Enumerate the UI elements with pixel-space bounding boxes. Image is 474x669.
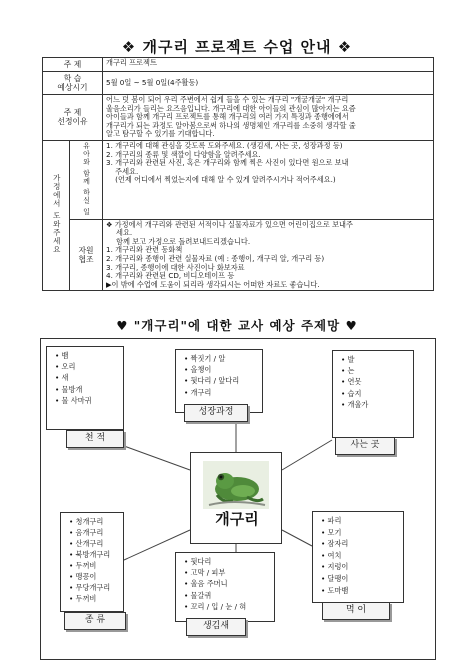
node-item: • 오리 — [55, 362, 76, 372]
node-item: • 파리 — [321, 516, 342, 525]
material-line: ❖ 가정에서 개구리와 관련된 서적이나 실물자료가 있으면 어린이집으로 보내주 — [106, 219, 353, 229]
node-item: • 논 — [341, 366, 355, 376]
node-item: • 뒷다리 / 앞다리 — [184, 376, 240, 386]
node-enemy-label: 천 적 — [66, 430, 124, 448]
page-title: ❖ 개구리 프로젝트 수업 안내 ❖ — [121, 38, 353, 56]
reason-line: 울음소리가 들리는 요즈음입니다. 개구리에 대한 아이들의 관심이 많아지는 요즘 — [106, 103, 356, 113]
topic-web-title: ♥ "개구리"에 대한 교사 예상 주제망 ♥ — [116, 318, 358, 333]
node-item: • 물 사마귀 — [55, 395, 92, 405]
period-label-line-1: 학 습 — [63, 74, 82, 83]
period-value: 5월 0일 ~ 5월 0일(4주활동) — [103, 72, 434, 95]
node-item: • 고막 / 피부 — [184, 568, 226, 578]
node-item: • 달팽이 — [321, 573, 349, 583]
node-item: • 무당개구리 — [69, 583, 111, 592]
frog-image — [203, 461, 269, 509]
node-food-label: 먹 이 — [322, 602, 390, 620]
node-item: • 발 — [341, 355, 355, 364]
material-line: 4. 개구리와 관련된 CD, 비디오테이프 등 — [106, 271, 235, 281]
node-item: • 여치 — [321, 550, 342, 560]
node-item: • 올챙이 — [184, 365, 212, 375]
home-label-text: 가정에서 도와주세요 — [52, 174, 62, 255]
node-item: • 지렁이 — [321, 562, 349, 572]
node-item: • 옴개구리 — [69, 528, 104, 537]
reason-line: 어느 덧 봄이 되어 우리 주변에서 쉽게 들을 수 있는 개구리 "개굴개굴" 개구리 — [106, 95, 349, 104]
node-item: • 개울가 — [341, 399, 369, 409]
theme-label: 주 제 — [43, 58, 103, 72]
node-kinds-box — [60, 512, 124, 612]
material-line: 3. 개구리, 종행이에 대한 사진이나 화보자료 — [106, 262, 245, 272]
node-item: • 두꺼비 — [69, 561, 97, 570]
center-node — [190, 452, 282, 544]
node-home-box — [332, 350, 414, 438]
node-item: • 물갈퀴 — [184, 590, 212, 600]
node-item: • 산개구리 — [69, 539, 104, 548]
node-kinds-label: 종 류 — [64, 612, 126, 630]
node-item: • 북방개구리 — [69, 550, 111, 559]
connector-food — [282, 530, 312, 546]
node-item: • 잠자리 — [321, 539, 349, 549]
node-item: • 습지 — [341, 388, 362, 398]
node-item: • 모기 — [321, 527, 342, 537]
parent-label-text: 유아와 함께 하실 일 — [82, 141, 91, 216]
node-item: • 새 — [55, 373, 69, 383]
material-label-line-1: 자원 — [78, 246, 94, 256]
parent-line: 2. 개구리의 종류 및 색깔이 다양함을 알려주세요. — [106, 149, 261, 159]
reason-label-line-2: 선정이유 — [57, 117, 88, 127]
period-label-line-2: 예상시기 — [57, 83, 88, 92]
node-item: • 맹꽁이 — [69, 572, 97, 581]
node-looks-label: 생김새 — [186, 618, 246, 636]
node-item: • 연못 — [341, 377, 362, 387]
node-looks-box — [175, 552, 275, 622]
reason-line: 알고 탐구할 수 있기를 기대합니다. — [106, 129, 215, 139]
node-item: • 뱀 — [55, 351, 69, 360]
node-item: • 짝짓기 / 알 — [184, 354, 226, 363]
connector-home — [282, 440, 332, 470]
material-line: 1. 개구리와 관련 동화책 — [106, 245, 183, 255]
node-item: • 뒷다리 — [184, 557, 212, 566]
material-line: 함께 보고 가정으로 돌려보내드리겠습니다. — [116, 236, 251, 246]
node-item: • 도마뱀 — [321, 585, 349, 595]
node-food-box — [312, 511, 404, 603]
node-growth-label: 성장과정 — [184, 404, 248, 422]
parent-line: 3. 개구리와 관련된 사진, 혹은 개구리와 함께 찍은 사진이 있다면 원으로 보내 — [106, 158, 349, 168]
center-label: 개구리 — [215, 510, 259, 528]
node-enemy-box — [46, 346, 124, 430]
parent-line: 주세요. — [106, 166, 139, 176]
reason-label-line-1: 주 제 — [63, 108, 82, 118]
node-home-label: 사는 곳 — [335, 437, 395, 455]
theme-value: 개구리 프로젝트 — [103, 58, 434, 72]
node-item: • 개구리 — [184, 387, 212, 397]
node-item: • 울음 주머니 — [184, 579, 228, 589]
node-item: • 두꺼비 — [69, 594, 97, 603]
reason-line: 아이들과 함께 개구리 프로젝트를 통해 개구리의 여러 가지 특징과 종행에에서 — [106, 112, 349, 122]
material-line: 2. 개구리와 종행이 관련 실물자료 (예 : 종행이, 개구리 알, 개구리 등) — [106, 254, 325, 264]
node-item: • 청개구리 — [69, 517, 104, 526]
reason-line: 개구리가 되는 과정도 알아봄으로써 하나의 생명체인 개구리를 소중히 생각할 줄 — [106, 120, 356, 130]
material-label-line-2: 협조 — [78, 255, 94, 265]
node-item: • 꼬리 / 입 / 눈 / 혀 — [184, 601, 247, 611]
material-line: ▶이 밖에 수업에 도움이 되리라 생각되시는 어떠한 자료도 좋습니다. — [106, 279, 320, 289]
connector-enemy — [124, 446, 190, 470]
parent-line: (언제 어디에서 찍었는지에 대해 알 수 있게 알려주시거나 적어주세요.) — [106, 175, 336, 185]
parent-line: 1. 개구리에 대해 관심을 갖도록 도와주세요. (생김새, 사는 곳, 성장과정 등) — [106, 140, 343, 150]
node-item: • 물방개 — [55, 384, 83, 394]
material-line: 세요. — [116, 228, 133, 238]
